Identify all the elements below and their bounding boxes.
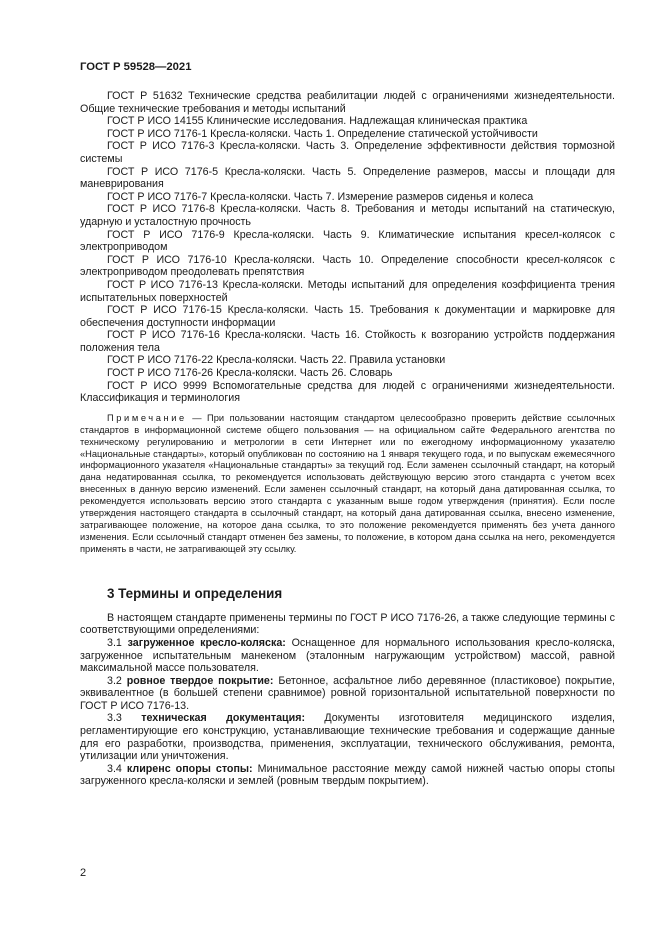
reference-item: ГОСТ Р ИСО 7176-8 Кресла-коляски. Часть 8. Требования и методы испытаний на статическую, ударную и усталостную прочность — [80, 203, 615, 228]
reference-item: ГОСТ Р ИСО 7176-13 Кресла-коляски. Методы испытаний для определения коэффициента трения испытательных поверхностей — [80, 278, 615, 304]
reference-item: ГОСТ Р ИСО 7176-10 Кресла-коляски. Часть 10. Определение способности кресел-колясок с электроприводом преодолевать препятствия — [80, 253, 615, 279]
term-name: техническая документация: — [141, 712, 305, 725]
reference-item: ГОСТ Р 51632 Технические средства реабилитации людей с ограничениями жизнедеятельности. Общие технические требования и методы испытаний — [80, 90, 615, 115]
term-name: загруженное кресло-коляска: — [127, 636, 286, 649]
reference-item: ГОСТ Р ИСО 7176-7 Кресла-коляски. Часть 7. Измерение размеров сиденья и колеса — [107, 190, 534, 203]
reference-item: ГОСТ Р ИСО 7176-15 Кресла-коляски. Часть 15. Требования к документации и маркировке для обеспечения доступности информации — [80, 304, 615, 329]
term-entry — [80, 675, 615, 713]
page-content — [80, 90, 615, 788]
terms-section — [80, 612, 615, 788]
reference-item: ГОСТ Р ИСО 9999 Вспомогательные средства для людей с ограничениями жизнедеятельности. Классификация и терминология — [80, 379, 615, 405]
term-definition: Оснащенное для нормального использования кресло-коляска, загруженное испытательным манекеном (эталонным нагружающим устройством) массой, равной максимальной массе пользователя. — [80, 636, 615, 675]
term-number: 3.4 — [107, 762, 122, 775]
term-name: ровное твердое покрытие: — [126, 674, 274, 687]
reference-item: ГОСТ Р ИСО 14155 Клинические исследования. Надлежащая клиническая практика — [107, 115, 528, 128]
term-definition: Документы изготовителя медицинского изделия, регламентирующие его конструкцию, устанавливающие технические требования и содержащие данные для его разработки, производства, применения, эксплуатации, технического обслуживания, ремонта, утилизации или уничтожения. — [80, 712, 615, 763]
section-intro: В настоящем стандарте применены термины по ГОСТ Р ИСО 7176-26, а также следующие термины с соответствующими определениями: — [80, 611, 615, 637]
reference-item: ГОСТ Р ИСО 7176-3 Кресла-коляски. Часть 3. Определение эффективности действия тормозной системы — [80, 140, 615, 165]
section-title: 3 Термины и определения — [107, 585, 283, 601]
term-name: клиренс опоры стопы: — [126, 762, 253, 775]
term-definition: Бетонное, асфальтное либо деревянное (пластиковое) покрытие, эквивалентное (в большей степени сравнимое) ровной горизонтальной испытательной поверхности по ГОСТ Р ИСО 7176-13. — [80, 674, 615, 712]
note-label: Примечание — [107, 412, 187, 423]
document-header: ГОСТ Р 59528—2021 — [80, 61, 192, 73]
reference-item: ГОСТ Р ИСО 7176-26 Кресла-коляски. Часть 26. Словарь — [107, 367, 393, 380]
references-note — [80, 413, 615, 556]
reference-item: ГОСТ Р ИСО 7176-22 Кресла-коляски. Часть 22. Правила установки — [107, 354, 446, 367]
reference-item: ГОСТ Р ИСО 7176-1 Кресла-коляски. Часть 1. Определение статической устойчивости — [107, 127, 538, 140]
reference-item: ГОСТ Р ИСО 7176-5 Кресла-коляски. Часть 5. Определение размеров, массы и площади для маневрирования — [80, 165, 615, 191]
term-definition: Минимальное расстояние между самой нижней частью опоры стопы загруженного кресла-коляски и землей (ровным твердым покрытием). — [80, 762, 615, 788]
page-number: 2 — [80, 867, 87, 879]
term-number: 3.1 — [107, 636, 122, 649]
normative-references-list — [80, 90, 615, 405]
reference-item: ГОСТ Р ИСО 7176-16 Кресла-коляски. Часть 16. Стойкость к возгоранию устройств поддержания положения тела — [80, 329, 615, 354]
term-number: 3.2 — [107, 674, 122, 687]
term-entry — [80, 763, 615, 788]
term-entry — [80, 712, 615, 762]
reference-item: ГОСТ Р ИСО 7176-9 Кресла-коляски. Часть 9. Климатические испытания кресел-колясок с электроприводом — [80, 228, 615, 254]
note-text: — При пользовании настоящим стандартом целесообразно проверить действие ссылочных стандартов в информационной системе общего пользования — на официальном сайте Федерального агентства по техническому регулированию и метрологии в сети Интернет или по ежегодному информационному указателю «Национальные стандарты», который опубликован по состоянию на 1 января текущего года, и по выпускам ежемесячного информационного указателя «Национальные стандарты» за текущий год. Если заменен ссылочный стандарт, на который дана недатированная ссылка, то рекомендуется использовать действующую версию этого стандарта с учетом всех внесенных в данную версию изменений. Если заменен ссылочный стандарт, на который дана датированная ссылка, то рекомендуется использовать версию этого стандарта с указанным выше годом утверждения (принятия). Если после утверждения настоящего стандарта в ссылочный стандарт, на который дана датированная ссылка, внесено изменение, затрагивающее положение, на которое дана ссылка, то это положение рекомендуется применять без учета данного изменения. Если ссылочный стандарт отменен без замены, то положение, в котором дана ссылка на него, рекомендуется применять в части, не затрагивающей эту ссылку. — [80, 412, 615, 554]
term-entry — [80, 637, 615, 675]
term-number: 3.3 — [107, 712, 122, 725]
